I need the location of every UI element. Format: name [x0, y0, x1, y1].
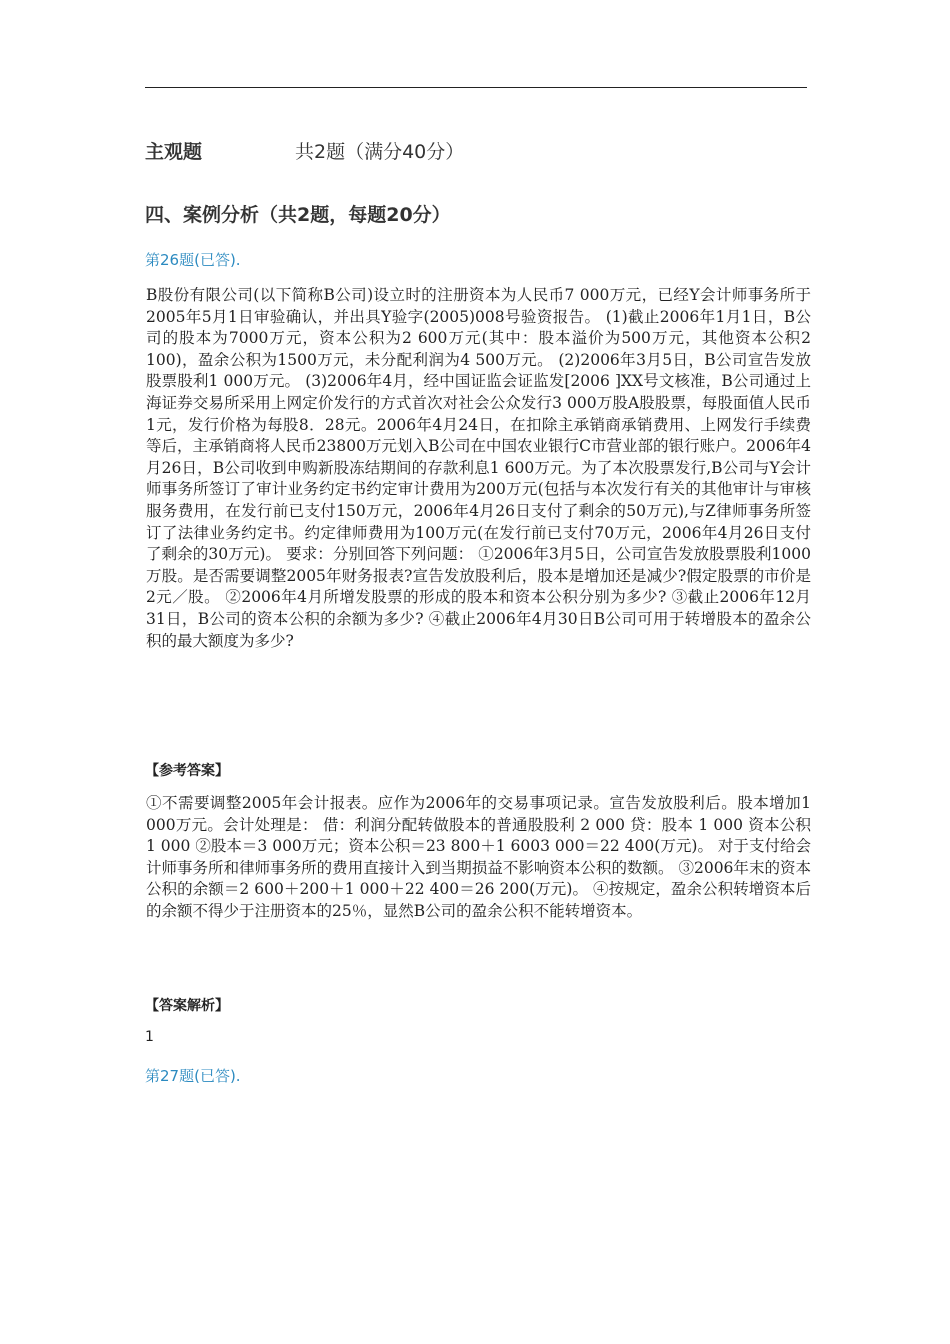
question-27-label[interactable]: 第27题(已答). — [145, 1067, 241, 1085]
section-summary: 共2题（满分40分） — [295, 141, 465, 163]
part-title: 四、案例分析（共2题，每题20分） — [145, 204, 451, 226]
question-26-text: B股份有限公司(以下简称B公司)设立时的注册资本为人民币7 000万元，已经Y会计师事务所于2005年5月1日审验确认，并出具Y验字(2005)008号验资报告。 (1)截止2006年1月1日，B公司的股本为7000万元，资本公积为2 600万元(其中：股本溢价为500万元，其他资本公积2 100)，盈余公积为1500万元，未分配利润为4 500万元。 (2)2006年3月5日，B公司宣告发放股票股利1 000万元。 (3)2006年4月，经中国证监会证监发[2006 ]XX号文核准，B公司通过上海证券交易所采用上网定价发行的方式首次对社会公众发行3 000万股A股股票，每股面值人民币1元，发行价格为每股8．28元。2006年4月24日，在扣除主承销商承销费用、上网发行手续费等后，主承销商将人民币23800万元划入B公司在中国农业银行C市营业部的银行账户。2006年4月26日，B公司收到申购新股冻结期间的存款利息1 600万元。为了本次股票发行,B公司与Y会计师事务所签订了审计业务约定书约定审计费用为200万元(包括与本次发行有关的其他审计与审核服务费用，在发行前已支付150万元，2006年4月26日支付了剩余的50万元),与Z律师事务所签订了法律业务约定书。约定律师费用为100万元(在发行前已支付70万元，2006年4月26日支付了剩余的30万元)。 要求：分别回答下列问题： ①2006年3月5日，公司宣告发放股票股利1000万股。是否需要调整2005年财务报表?宣告发放股利后，股本是增加还是减少?假定股票的市价是2元／股。 ②2006年4月所增发股票的形成的股本和资本公积分别为多少? ③截止2006年12月31日，B公司的资本公积的余额为多少? ④截止2006年4月30日B公司可用于转增股本的盈余公积的最大额度为多少? — [146, 286, 811, 650]
answer-analysis-tag: 【答案解析】 — [145, 998, 229, 1014]
answer-analysis-text: 1 — [145, 1029, 154, 1045]
question-26-label[interactable]: 第26题(已答). — [145, 251, 241, 269]
section-title: 主观题 — [145, 141, 203, 163]
header-rule — [145, 87, 807, 88]
reference-answer-text: ①不需要调整2005年会计报表。应作为2006年的交易事项记录。宣告发放股利后。股本增加1 000万元。会计处理是： 借：利润分配转做股本的普通股股利 2 000 贷：股本 1 000 资本公积 1 000 ②股本＝3 000万元；资本公积＝23 800＋1 6003 000＝22 400(万元)。 对于支付给会计师事务所和律师事务所的费用直接计入到当期损益不影响资本公积的数额。 ③2006年末的资本公积的余额＝2 600＋200＋1 000＋22 400＝26 200(万元)。 ④按规定，盈余公积转增资本后的余额不得少于注册资本的25％，显然B公司的盈余公积不能转增资本。 — [146, 794, 811, 920]
reference-answer-tag: 【参考答案】 — [145, 763, 229, 779]
